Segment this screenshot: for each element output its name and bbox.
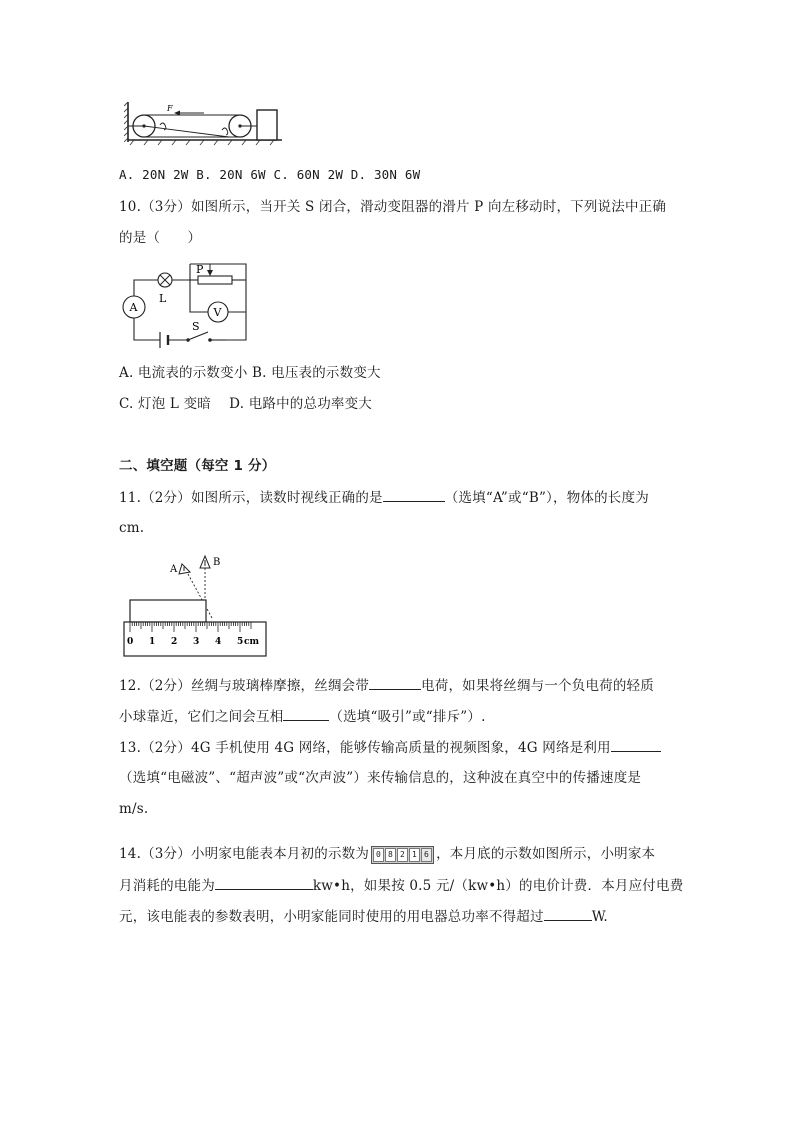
pulley-figure: [124, 100, 284, 148]
q13-blank-1[interactable]: [611, 738, 661, 752]
q9-options: A. 20N 2W B. 20N 6W C. 60N 2W D. 30N 6W: [119, 167, 421, 182]
q12-text-d: （选填“吸引”或“排斥”）.: [329, 709, 486, 725]
slider-label: P: [196, 263, 204, 276]
q11-stem-line2: cm.: [119, 520, 145, 536]
q10-options-ab: A. 电流表的示数变小 B. 电压表的示数变大: [119, 365, 381, 381]
q10-options-cd: C. 灯泡 L 变暗 D. 电路中的总功率变大: [119, 396, 372, 412]
eye-a-label: A: [170, 564, 178, 575]
ruler-tick-label: 4: [215, 637, 222, 647]
meter-digit-decimal: 6: [421, 848, 432, 862]
slider-arrow: [207, 270, 213, 276]
lamp-label: L: [159, 292, 167, 305]
voltmeter-label: V: [213, 306, 222, 319]
q14-blank-1[interactable]: [215, 876, 313, 890]
circuit-figure: [118, 256, 248, 356]
q14-stem-line3: [119, 907, 608, 926]
block: [257, 110, 277, 140]
q14-text-d: kw•h，如果按 0.5 元/（kw•h）的电价计费．本月应付电费: [312, 878, 684, 894]
switch-label: S: [192, 320, 200, 333]
q12-stem-line2: [119, 707, 486, 726]
q14-stem-line2: [119, 876, 683, 895]
q11-stem-line1: [119, 488, 649, 507]
q14-blank-2[interactable]: [544, 907, 592, 921]
q14-text-e: 元，该电能表的参数表明，小明家能同时使用的用电器总功率不得超过: [119, 909, 544, 925]
measured-object: [130, 600, 206, 622]
meter-digit: 0: [373, 848, 384, 862]
ruler-tick-label: 5: [237, 637, 244, 647]
q11-text-a: 11.（2分）如图所示，读数时视线正确的是: [119, 490, 383, 506]
q14-text-a: 14.（3分）小明家电能表本月初的示数为: [119, 846, 370, 862]
q11-text-b: （选填“A”或“B”），物体的长度为: [444, 490, 649, 506]
q11-blank-1[interactable]: [383, 488, 445, 502]
q14-text-b: ，本月底的示数如图所示，小明家本: [436, 846, 656, 862]
force-label: F: [167, 104, 173, 113]
q12-blank-2[interactable]: [283, 707, 329, 721]
q12-text-a: 12.（2分）丝绸与玻璃棒摩擦，丝绸会带: [119, 678, 370, 694]
switch: [188, 332, 208, 340]
q14-text-c: 月消耗的电能为: [119, 878, 215, 894]
q10-stem-line2: 的是（ ）: [119, 230, 202, 246]
q12-stem-line1: [119, 676, 654, 695]
meter-digit: 2: [397, 848, 408, 862]
rheostat: [198, 276, 232, 284]
meter-digit: 8: [385, 848, 396, 862]
q13-stem-line3: m/s.: [119, 801, 149, 817]
ammeter-label: A: [129, 301, 138, 314]
q14-text-f: W.: [591, 909, 608, 925]
ruler-unit: cm: [244, 637, 260, 647]
q13-stem-line1: [119, 738, 661, 757]
ruler-tick-label: 3: [193, 637, 200, 647]
eye-b-label: B: [213, 557, 221, 568]
q13-stem-line2: （选填“电磁波”、“超声波”或“次声波”）来传输信息的，这种波在真空中的传播速度是: [119, 770, 642, 786]
ruler-tick-label: 1: [149, 637, 156, 647]
energy-meter-display: [371, 846, 434, 864]
q12-blank-1[interactable]: [369, 676, 421, 690]
q12-text-c: 小球靠近，它们之间会互相: [119, 709, 284, 725]
section-title: 二、填空题（每空 1 分）: [119, 458, 276, 474]
q14-stem-line1: [119, 845, 655, 864]
ruler-tick-label: 0: [127, 637, 134, 647]
ruler-figure: [122, 552, 268, 658]
meter-digit: 1: [409, 848, 420, 862]
q12-text-b: 电荷，如果将丝绸与一个负电荷的轻质: [421, 678, 654, 694]
q10-stem-line1: 10.（3分）如图所示，当开关 S 闭合，滑动变阻器的滑片 P 向左移动时，下列说法中正确: [119, 199, 667, 215]
ruler-tick-label: 2: [171, 637, 178, 647]
q13-text-a: 13.（2分）4G 手机使用 4G 网络，能够传输高质量的视频图象，4G 网络是利用: [119, 740, 611, 756]
